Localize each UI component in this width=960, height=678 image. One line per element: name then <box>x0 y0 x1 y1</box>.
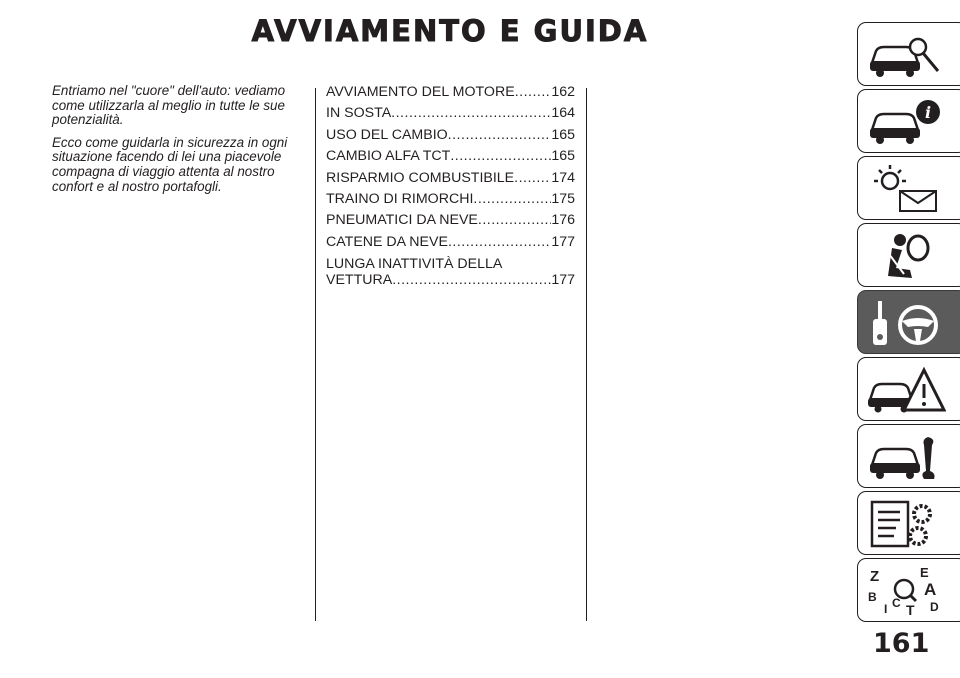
toc-entry-page: 162 <box>551 84 575 100</box>
svg-text:Z: Z <box>870 568 880 585</box>
toc-leader-dots <box>448 234 551 250</box>
toc-leader-dots <box>450 148 551 164</box>
toc-entry-multiline[interactable] <box>326 257 575 290</box>
toc-entry[interactable] <box>326 148 575 169</box>
toc-leader-dots <box>473 191 551 207</box>
svg-text:A: A <box>924 580 937 599</box>
toc-entry-label: IN SOSTA <box>326 105 392 122</box>
tab-key-steering-wheel[interactable] <box>857 290 960 354</box>
svg-text:E: E <box>920 565 929 580</box>
toc-entry-page: 165 <box>551 126 575 143</box>
svg-text:T: T <box>906 602 915 617</box>
toc-entry-page: 177 <box>551 233 575 250</box>
toc-entry-label: USO DEL CAMBIO <box>326 126 448 143</box>
toc-entry-page: 176 <box>551 212 575 229</box>
toc-leader-dots <box>478 212 551 228</box>
svg-text:I: I <box>884 602 888 616</box>
toc-entry-label: PNEUMATICI DA NEVE <box>326 212 478 229</box>
toc-entry-label: AVVIAMENTO DEL MOTORE <box>326 84 515 100</box>
toc-leader-dots <box>515 84 552 100</box>
toc-entry-label-line2: VETTURA <box>326 272 393 288</box>
toc-entry-label: RISPARMIO COMBUSTIBILE <box>326 169 515 186</box>
tab-specifications[interactable] <box>857 491 960 555</box>
tab-warning-lights[interactable] <box>857 156 960 220</box>
intro-paragraph-2: Ecco come guidarla in sicurezza in ogni situazione facendo di lei una piacevole compagna di viaggio attenta al nostro confort e al nostro portafogli. <box>52 134 288 194</box>
seat-airbag-icon <box>866 230 946 282</box>
svg-text:i: i <box>925 103 932 122</box>
toc-entry[interactable] <box>326 212 575 233</box>
warning-lights-message-icon <box>866 163 946 215</box>
car-emergency-triangle-icon <box>866 364 946 416</box>
table-of-contents <box>326 84 575 290</box>
alphabetical-index-icon <box>866 565 946 617</box>
toc-entry[interactable] <box>326 170 575 191</box>
car-key-icon <box>866 29 946 81</box>
toc-entry-page: 165 <box>551 148 575 165</box>
car-info-icon <box>866 96 946 148</box>
toc-entry[interactable] <box>326 234 575 255</box>
tab-car-info[interactable] <box>857 89 960 153</box>
toc-leader-dots <box>448 127 552 143</box>
tab-car-emergency[interactable] <box>857 357 960 421</box>
tab-car-key[interactable] <box>857 22 960 86</box>
toc-entry-page: 174 <box>551 169 575 186</box>
toc-entry-page: 164 <box>551 105 575 122</box>
tab-alphabetical-index[interactable] <box>857 558 960 622</box>
column-divider-left <box>315 88 316 621</box>
specifications-gears-icon <box>866 498 946 550</box>
column-divider-right <box>586 88 587 621</box>
toc-entry-label: TRAINO DI RIMORCHI <box>326 190 474 207</box>
page-number: 161 <box>873 628 930 659</box>
intro-text <box>52 84 308 202</box>
toc-entry-label-line1: LUNGA INATTIVITÀ DELLA <box>326 256 503 273</box>
tab-seat-airbag[interactable] <box>857 223 960 287</box>
svg-text:B: B <box>868 590 877 604</box>
toc-entry[interactable] <box>326 84 575 105</box>
intro-paragraph-1: Entriamo nel "cuore" dell'auto: vediamo come utilizzarla al meglio in tutte le sue potenzialità. <box>52 83 286 128</box>
toc-entry-page: 175 <box>551 190 575 207</box>
key-steering-wheel-icon <box>866 297 946 349</box>
car-wrench-icon <box>866 431 946 483</box>
toc-entry[interactable] <box>326 105 575 126</box>
page-title: AVVIAMENTO E GUIDA <box>251 14 649 48</box>
svg-text:D: D <box>930 600 939 614</box>
toc-entry[interactable] <box>326 127 575 148</box>
tab-car-service[interactable] <box>857 424 960 488</box>
toc-entry-label: CAMBIO ALFA TCT <box>326 148 451 165</box>
toc-entry-label: CATENE DA NEVE <box>326 233 448 250</box>
toc-entry-page: 177 <box>551 272 575 288</box>
toc-leader-dots <box>391 105 551 121</box>
toc-leader-dots <box>514 170 551 186</box>
toc-entry[interactable] <box>326 191 575 212</box>
toc-leader-dots <box>392 273 551 289</box>
svg-text:C: C <box>892 596 901 610</box>
